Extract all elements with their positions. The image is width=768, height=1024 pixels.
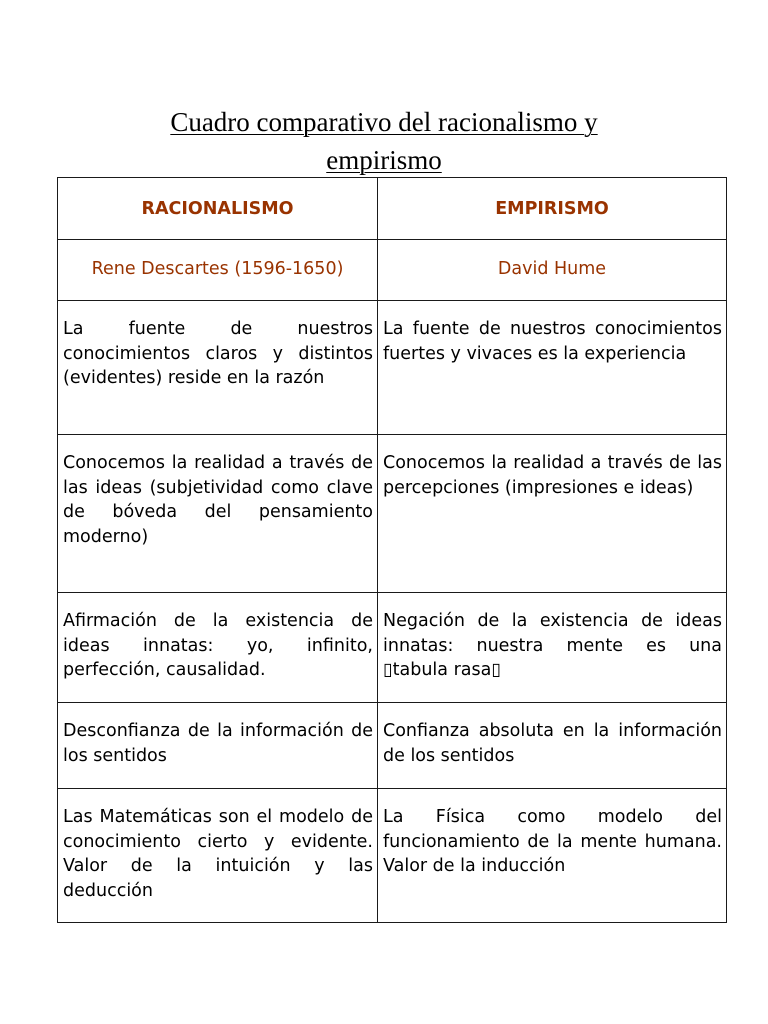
table-cell-racionalismo (58, 435, 378, 593)
header-cell-empirismo (378, 178, 727, 240)
table-cell-racionalismo (58, 301, 378, 435)
cell-text: Desconfianza de la información de los sentidos (63, 721, 373, 766)
cell-text: Confianza absoluta en la información de los sentidos (383, 721, 722, 766)
author-row (58, 240, 727, 301)
table-row (58, 593, 727, 703)
table-cell-racionalismo (58, 593, 378, 703)
table-cell-racionalismo (58, 789, 378, 923)
table-row (58, 301, 727, 435)
table-row (58, 435, 727, 593)
cell-text: Las Matemáticas son el modelo de conocimiento cierto y evidente. Valor de la intuición y las deducción (63, 807, 373, 901)
table-cell-empirismo (378, 593, 727, 703)
title-line-2: empirismo (326, 145, 442, 175)
cell-text: Conocemos la realidad a través de las percepciones (impresiones e ideas) (383, 453, 722, 498)
title-line-1: Cuadro comparativo del racionalismo y (170, 107, 598, 137)
author-cell-racionalismo (58, 240, 378, 301)
table-cell-empirismo (378, 789, 727, 923)
table-row (58, 703, 727, 789)
header-cell-racionalismo (58, 178, 378, 240)
table-cell-empirismo (378, 301, 727, 435)
author-empirismo: David Hume (497, 259, 607, 279)
document-title (80, 103, 688, 179)
header-row (58, 178, 727, 240)
header-racionalismo: RACIONALISMO (141, 199, 294, 219)
author-cell-empirismo (378, 240, 727, 301)
cell-text: La fuente de nuestros conocimientos fuertes y vivaces es la experiencia (383, 319, 722, 364)
cell-text: La Física como modelo del funcionamiento de la mente humana. Valor de la inducción (383, 807, 722, 876)
header-empirismo: EMPIRISMO (495, 199, 609, 219)
comparison-table (57, 177, 727, 923)
table-cell-empirismo (378, 703, 727, 789)
cell-text: Conocemos la realidad a través de las ideas (subjetividad como clave de bóveda del pensamiento moderno) (63, 453, 373, 547)
cell-text: Afirmación de la existencia de ideas innatas: yo, infinito, perfección, causalidad. (63, 611, 373, 680)
author-racionalismo: Rene Descartes (1596-1650) (91, 259, 344, 279)
cell-text: Negación de la existencia de ideas innatas: nuestra mente es una ▯tabula rasa▯ (383, 611, 722, 680)
table-row (58, 789, 727, 923)
table-cell-racionalismo (58, 703, 378, 789)
table-cell-empirismo (378, 435, 727, 593)
cell-text: La fuente de nuestros conocimientos claros y distintos (evidentes) reside en la razón (63, 319, 373, 388)
